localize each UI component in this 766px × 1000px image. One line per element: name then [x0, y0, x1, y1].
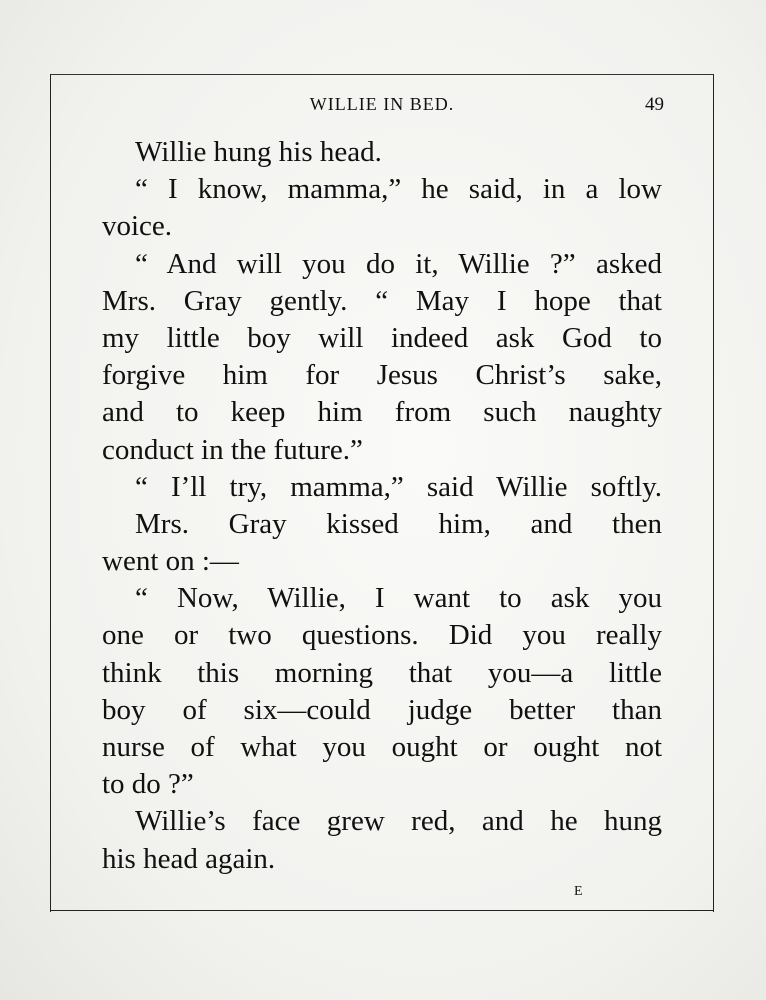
- bottom-rule: [50, 910, 714, 911]
- text-line: Willie’s face grew red, and he hung: [135, 805, 662, 838]
- text-line: my little boy will indeed ask God to: [102, 321, 662, 354]
- text-line: conduct in the future.”: [102, 433, 363, 466]
- page-number: 49: [645, 94, 664, 115]
- text-line: “ I’ll try, mamma,” said Willie softly.: [135, 470, 662, 503]
- text-line: Willie hung his head.: [135, 136, 382, 168]
- text-line: one or two questions. Did you really: [102, 619, 662, 652]
- text-line: to do ?”: [102, 768, 194, 801]
- text-line: voice.: [102, 210, 173, 243]
- text-line: boy of six—could judge better than: [102, 693, 662, 726]
- text-line: nurse of what you ought or ought not: [102, 731, 662, 763]
- signature-mark: E: [574, 884, 583, 899]
- text-line: and to keep him from such naughty: [102, 396, 662, 429]
- text-line: went on :—: [102, 545, 239, 578]
- running-title: WILLIE IN BED.: [309, 94, 455, 114]
- text-line: Mrs. Gray kissed him, and then: [135, 507, 662, 540]
- text-line: “ Now, Willie, I want to ask you: [135, 582, 662, 615]
- text-line: “ I know, mamma,” he said, in a low: [135, 173, 662, 206]
- running-head: [50, 94, 714, 120]
- text-line: Mrs. Gray gently. “ May I hope that: [102, 284, 662, 317]
- text-line: think this morning that you—a little: [102, 656, 662, 689]
- body-text: [102, 134, 662, 878]
- text-line: forgive him for Jesus Christ’s sake,: [102, 359, 662, 392]
- text-line: his head again.: [102, 842, 276, 875]
- text-line: “ And will you do it, Willie ?” asked: [135, 247, 662, 280]
